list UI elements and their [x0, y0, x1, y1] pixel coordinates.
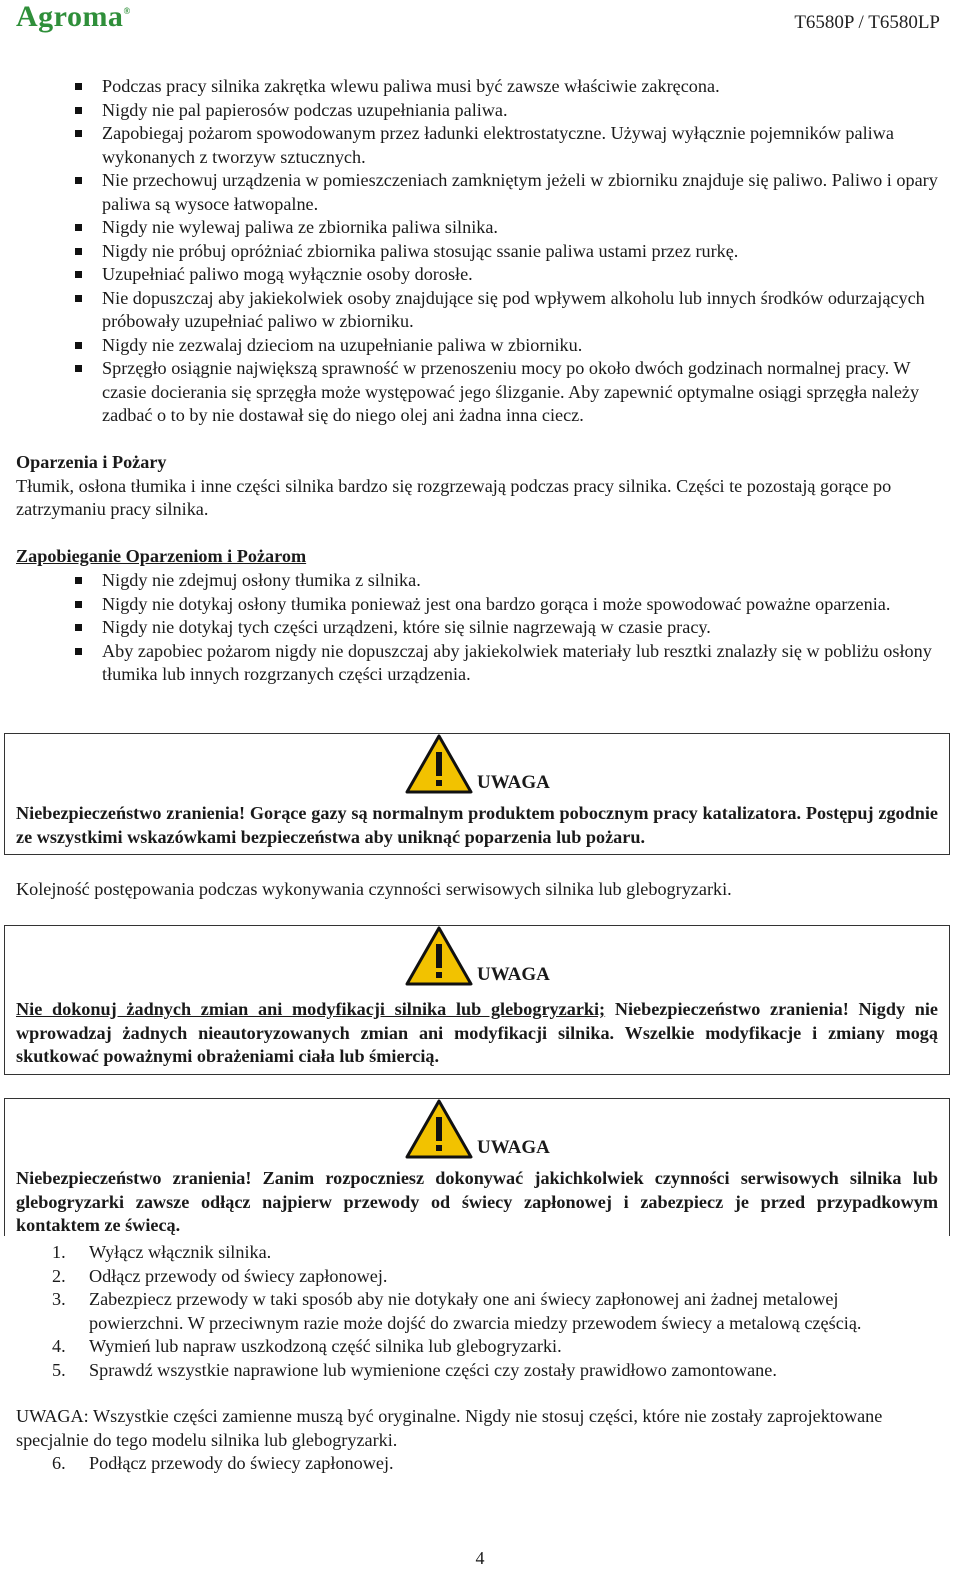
section-text: Tłumik, osłona tłumika i inne części silnika bardzo się rozgrzewają podczas pracy silnika. Części te pozostają gorące po zatrzymaniu pracy silnika. [16, 475, 892, 519]
service-intro: Kolejność postępowania podczas wykonywania czynności serwisowych silnika lub glebogryzarki. [16, 879, 732, 899]
warning-box [4, 1098, 950, 1236]
list-item: Nigdy nie dotykaj tych części urządzeni, które się silnie nagrzewają w czasie pracy. [0, 616, 960, 640]
list-item: Nigdy nie próbuj opróżniać zbiornika paliwa stosując ssanie paliwa ustami przez rurkę. [0, 240, 960, 264]
list-item [0, 1265, 960, 1289]
brand-name: Agroma [16, 0, 124, 33]
warning-triangle-icon [405, 1099, 473, 1159]
list-item [0, 1335, 960, 1359]
list-item: Nie dopuszczaj aby jakiekolwiek osoby znajdujące się pod wpływem alkoholu lub innych środków odurzających próbowały uzupełniać paliwo w zbiorniku. [0, 287, 960, 334]
service-steps-list [0, 1241, 960, 1382]
step-number: 2. [52, 1265, 66, 1286]
warning-text-underlined: Nie dokonuj żadnych zmian ani modyfikacji silnika lub glebogryzarki; [16, 999, 606, 1019]
warning-text: Niebezpieczeństwo zranienia! Gorące gazy są normalnym produktem pobocznym pracy katalizatora. Postępuj zgodnie ze wszystkimi wskazówkami bezpieczeństwa aby uniknąć poparzenia lub pożaru. [16, 803, 938, 847]
list-item [0, 1241, 960, 1265]
brand-logo [16, 0, 131, 34]
parts-note: UWAGA: Wszystkie części zamienne muszą być oryginalne. Nigdy nie stosuj części, które nie zostały zaprojektowane specjalnie do tego modelu silnika lub glebogryzarki. [16, 1406, 883, 1450]
step-number: 5. [52, 1359, 66, 1380]
step-text: Odłącz przewody od świecy zapłonowej. [89, 1265, 388, 1286]
warning-triangle-icon [405, 926, 473, 986]
step-number: 1. [52, 1242, 66, 1262]
list-item: Nigdy nie zezwalaj dzieciom na uzupełnianie paliwa w zbiorniku. [0, 334, 960, 358]
warning-header [405, 734, 605, 794]
warning-box [4, 733, 950, 855]
list-item [0, 1359, 960, 1383]
list-item [0, 1452, 960, 1476]
list-item: Zapobiegaj pożarom spowodowanym przez ładunki elektrostatyczne. Używaj wyłącznie pojemników paliwa wykonanych z tworzyw sztucznych. [0, 122, 960, 169]
brand-mark: ® [123, 6, 131, 16]
prevention-section [16, 545, 940, 569]
warning-triangle-icon [405, 734, 473, 794]
burns-section [16, 451, 940, 522]
list-item [0, 1288, 960, 1335]
warning-label: UWAGA [477, 964, 550, 985]
model-number: T6580P / T6580LP [794, 12, 940, 33]
warning-text-rest: Niebezpieczeństwo zranienia! Nigdy nie wprowadzaj żadnych nieautoryzowanych zmian ani modyfikacji silnika. Wszelkie modyfikacje i zmiany mogą skutkować poważnymi obrażeniami ciała lub śmiercią. [16, 999, 938, 1066]
section-heading: Oparzenia i Pożary [16, 452, 167, 472]
warning-text: Niebezpieczeństwo zranienia! Zanim rozpoczniesz dokonywać jakichkolwiek czynności serwisowych silnika lub glebogryzarki zawsze odłącz najpierw przewody od świecy zapłonowej i zabezpiecz je przed przypadkowym kontaktem ze świecą. [16, 1168, 938, 1235]
step-number: 4. [52, 1336, 66, 1356]
fuel-safety-list [0, 75, 960, 428]
list-item: Nie przechowuj urządzenia w pomieszczeniach zamkniętym jeżeli w zbiorniku znajduje się paliwo. Paliwo i opary paliwa są wysoce łatwopalne. [0, 169, 960, 216]
list-item: Podczas pracy silnika zakrętka wlewu paliwa musi być zawsze właściwie zakręcona. [0, 75, 960, 99]
step-text: Zabezpiecz przewody w taki sposób aby nie dotykały one ani świecy zapłonowej ani żadnej metalowej powierzchni. W przeciwnym razie może dojść do zwarcia miedzy przewodem świecy a metalową częścią. [89, 1289, 862, 1333]
list-item: Nigdy nie zdejmuj osłony tłumika z silnika. [0, 569, 960, 593]
step-text: Sprawdź wszystkie naprawione lub wymienione części czy zostały prawidłowo zamontowane. [89, 1359, 777, 1380]
list-item: Uzupełniać paliwo mogą wyłącznie osoby dorosłe. [0, 263, 960, 287]
page-number: 4 [475, 1548, 485, 1568]
step-text: Wyłącz włącznik silnika. [89, 1242, 272, 1262]
list-item: Nigdy nie wylewaj paliwa ze zbiornika paliwa silnika. [0, 216, 960, 240]
warning-label: UWAGA [477, 772, 550, 793]
prevention-list [0, 569, 960, 687]
warning-box [4, 925, 950, 1075]
step-text: Podłącz przewody do świecy zapłonowej. [89, 1453, 394, 1473]
section-heading: Zapobieganie Oparzeniom i Pożarom [16, 546, 307, 566]
list-item: Nigdy nie dotykaj osłony tłumika ponieważ jest ona bardzo gorąca i może spowodować poważne oparzenia. [0, 593, 960, 617]
list-item: Sprzęgło osiągnie największą sprawność w przenoszeniu mocy po około dwóch godzinach normalnej pracy. W czasie docierania się sprzęgła może występować jego ślizganie. Aby zapewnić optymalne osiągi sprzęgła należy zadbać o to by nie dostawał się do niego olej ani żadna inna ciecz. [0, 357, 960, 428]
warning-label: UWAGA [477, 1137, 550, 1158]
step-number: 3. [52, 1289, 66, 1309]
warning-text [16, 998, 938, 1069]
step-number: 6. [52, 1453, 66, 1473]
warning-header [405, 1099, 605, 1159]
service-steps-list-continued [0, 1452, 960, 1476]
step-text: Wymień lub napraw uszkodzoną część silnika lub glebogryzarki. [89, 1336, 562, 1356]
list-item: Aby zapobiec pożarom nigdy nie dopuszczaj aby jakiekolwiek materiały lub resztki znalazły się w pobliżu osłony tłumika lub innych rozgrzanych części urządzenia. [0, 640, 960, 687]
warning-header [405, 926, 605, 986]
list-item: Nigdy nie pal papierosów podczas uzupełniania paliwa. [0, 99, 960, 123]
